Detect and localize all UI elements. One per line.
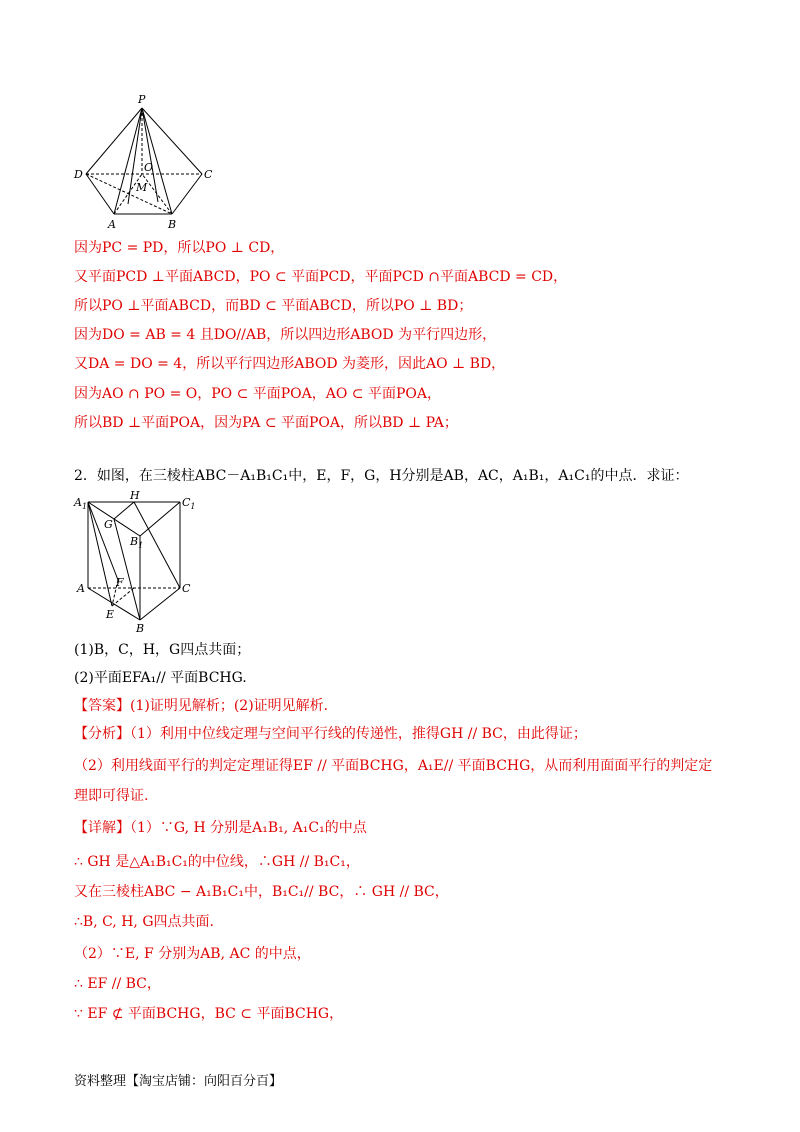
label-A1: $A_1$ — [74, 496, 88, 511]
detail-line-4: ∴B, C, H, G四点共面. — [74, 914, 214, 930]
label-A: A — [108, 218, 116, 231]
detail-line-7: ∵ EF ⊄ 平面BCHG，BC ⊂ 平面BCHG， — [74, 1006, 344, 1022]
label-P: P — [138, 93, 146, 106]
analysis-line-1 — [74, 724, 587, 744]
label-B: B — [136, 622, 145, 635]
label-O: O — [144, 161, 154, 174]
label-C1: $C_1$ — [182, 496, 196, 511]
analysis-text-1: （1）利用中位线定理与空间平行线的传递性，推得GH // BC，由此得证； — [130, 726, 587, 742]
footer-source: 资料整理【淘宝店铺：向阳百分百】 — [74, 1074, 283, 1089]
proof1-line-4: 因为DO = AB = 4 且DO//AB，所以四边形ABOD 为平行四边形， — [74, 327, 497, 343]
label-C: C — [204, 168, 213, 181]
proof1-line-2: 又平面PCD ⊥平面ABCD，PO ⊂ 平面PCD，平面PCD ∩平面ABCD = CD， — [74, 269, 568, 285]
label-G: G — [104, 518, 113, 531]
proof1-line-1: 因为PC = PD，所以PO ⊥ CD， — [74, 240, 285, 256]
analysis-line-2: （2）利用线面平行的判定定理证得EF // 平面BCHG，A₁E// 平面BCHG，从而利用面面平行的判定定 — [74, 758, 713, 774]
analysis-line-3: 理即可得证. — [74, 788, 149, 804]
proof1-line-3: 所以PO ⊥平面ABCD，而BD ⊂ 平面ABCD，所以PO ⊥ BD； — [74, 298, 473, 314]
proof1-line-6: 因为AO ∩ PO = O，PO ⊂ 平面POA，AO ⊂ 平面POA， — [74, 386, 441, 402]
label-E: E — [106, 608, 115, 621]
analysis-tag: 【分析】 — [74, 726, 130, 742]
label-A: A — [77, 582, 85, 595]
proof1-line-7: 所以BD ⊥平面POA，因为PA ⊂ 平面POA，所以BD ⊥ PA； — [74, 415, 458, 431]
label-M: M — [136, 181, 148, 194]
question-1: (1)B，C，H，G四点共面； — [74, 642, 251, 658]
detail-tag: 【详解】 — [74, 820, 130, 836]
label-B1: $B_1$ — [130, 535, 144, 550]
label-F: F — [116, 576, 124, 589]
detail-line-1 — [74, 818, 367, 838]
proof1-line-5: 又DA = DO = 4，所以平行四边形ABOD 为菱形，因此AO ⊥ BD， — [74, 356, 506, 372]
pyramid-figure — [70, 92, 220, 232]
answer-tag: 【答案】 — [74, 698, 130, 714]
problem2-statement: 2．如图，在三棱柱ABC－A₁B₁C₁中，E，F，G，H分别是AB，AC，A₁B₁，A₁C₁的中点．求证： — [74, 468, 689, 484]
detail-text-1: （1）∵G, H 分别是A₁B₁, A₁C₁的中点 — [130, 820, 367, 836]
detail-line-6: ∴ EF // BC， — [74, 976, 161, 992]
detail-line-2: ∴ GH 是△A₁B₁C₁的中位线，∴GH // B₁C₁， — [74, 854, 360, 870]
question-2: (2)平面EFA₁// 平面BCHG. — [74, 670, 247, 686]
answer-line — [74, 696, 338, 716]
label-H: H — [130, 490, 140, 502]
label-D: D — [74, 168, 83, 181]
detail-line-3: 又在三棱柱ABC − A₁B₁C₁中，B₁C₁// BC，∴ GH // BC， — [74, 884, 449, 900]
detail-line-5: （2）∵E, F 分别为AB, AC 的中点， — [74, 946, 311, 962]
answer-text: (1)证明见解析；(2)证明见解析． — [130, 698, 338, 714]
prism-figure — [72, 490, 202, 635]
label-B: B — [168, 218, 177, 231]
label-C: C — [182, 582, 191, 595]
